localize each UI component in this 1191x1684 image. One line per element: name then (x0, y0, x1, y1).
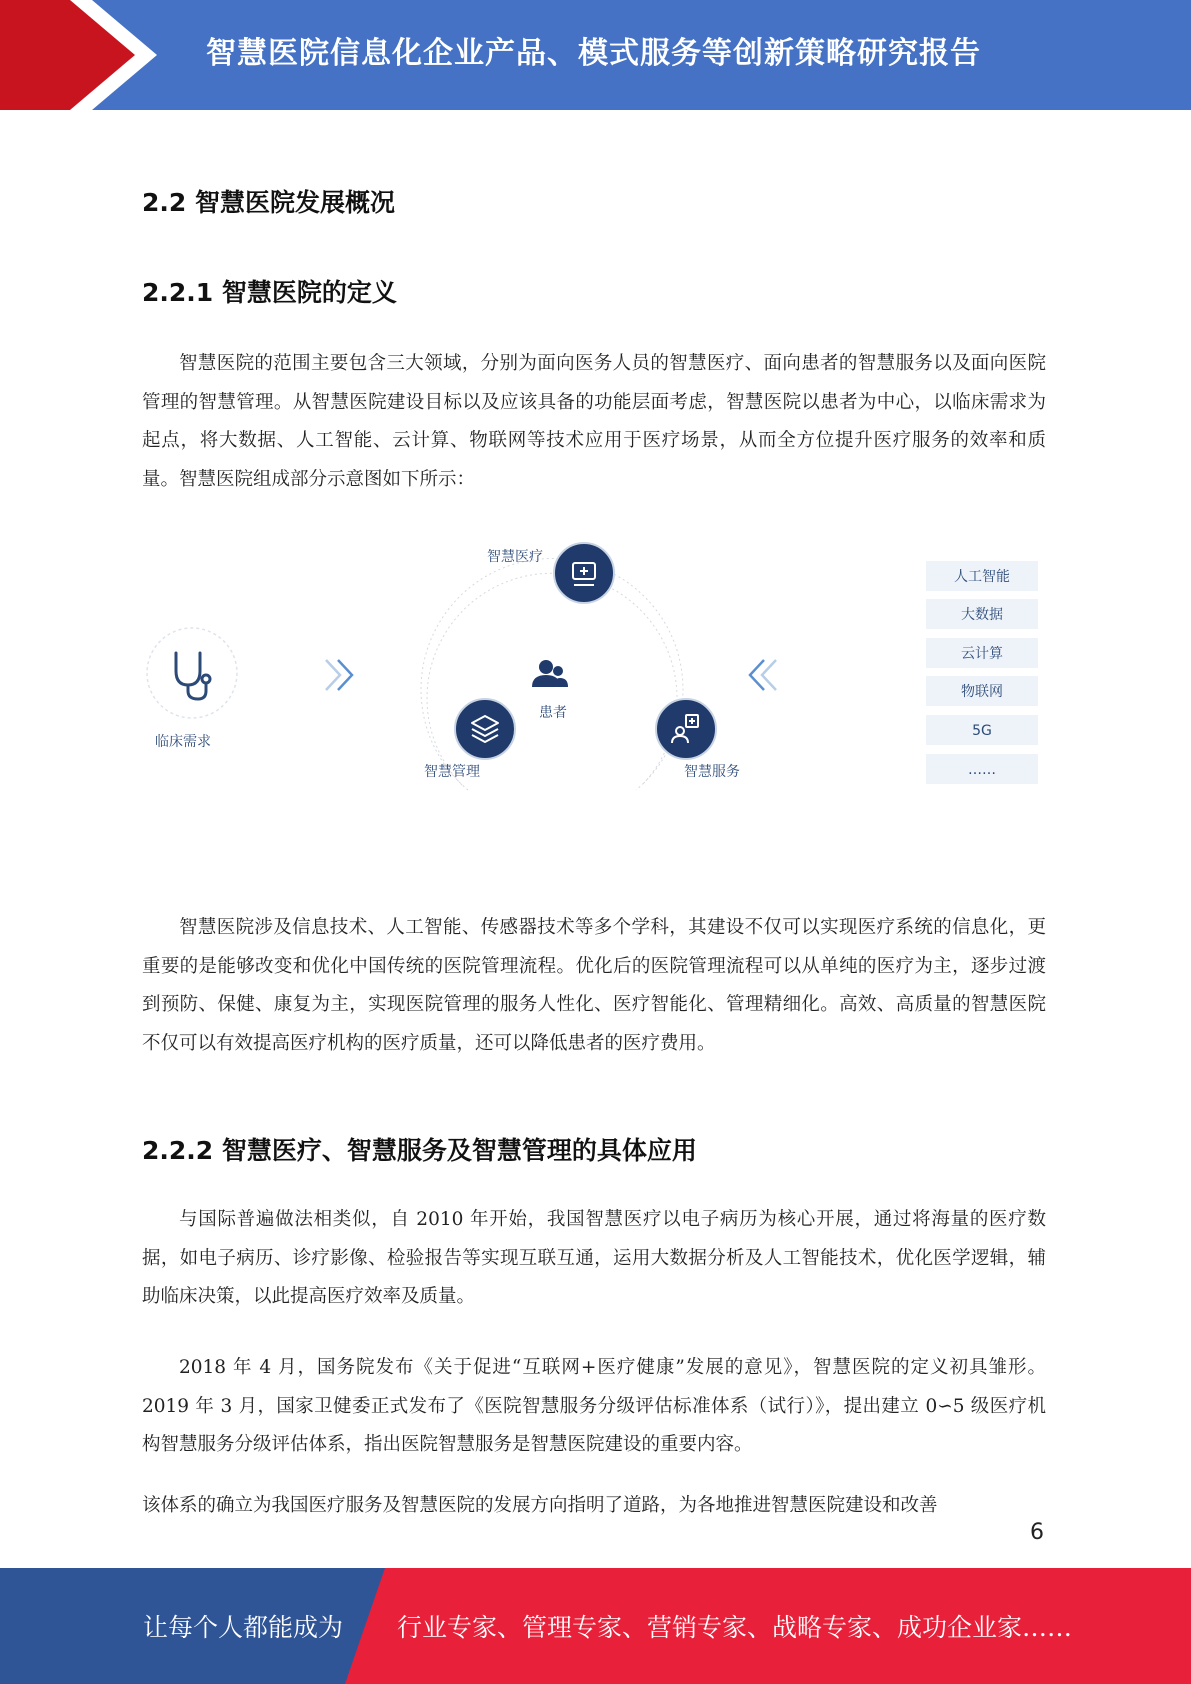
users-icon (532, 660, 568, 687)
paragraph-international: 与国际普遍做法相类似，自 2010 年开始，我国智慧医疗以电子病历为核心开展，通过将海量的医疗数据，如电子病历、诊疗影像、检验报告等实现互联互通，运用大数据分析及人工智能技术，优化医学逻辑，辅助临床决策，以此提高医疗效率及质量。 (142, 1209, 1046, 1307)
technology-list (926, 561, 1038, 784)
paragraph-disciplines: 智慧医院涉及信息技术、人工智能、传感器技术等多个学科，其建设不仅可以实现医疗系统的信息化，更重要的是能够改变和优化中国传统的医院管理流程。优化后的医院管理流程可以从单纯的医疗为主，逐步过渡到预防、保健、康复为主，实现医院管理的服务人性化、医疗智能化、管理精细化。高效、高质量的智慧医院不仅可以有效提高医疗机构的医疗质量，还可以降低患者的医疗费用。 (142, 917, 1046, 1054)
clinical-demand-label: 临床需求 (155, 734, 211, 750)
smart-management-node (424, 699, 515, 780)
smart-service-label: 智慧服务 (684, 764, 740, 780)
chevron-left-icon (750, 660, 776, 690)
clinical-demand-node (147, 628, 237, 750)
paragraph-definition: 智慧医院的范围主要包含三大领域，分别为面向医务人员的智慧医疗、面向患者的智慧服务以及面向医院管理的智慧管理。从智慧医院建设目标以及应该具备的功能层面考虑，智慧医院以患者为中心，以临床需求为起点，将大数据、人工智能、云计算、物联网等技术应用于医疗场景，从而全方位提升医疗服务的效率和质量。智慧医院组成部分示意图如下所示： (142, 353, 1046, 490)
footer-slogan-right: 行业专家、管理专家、营销专家、战略专家、成功企业家…… (397, 1613, 1073, 1642)
page-footer (0, 1568, 1191, 1684)
smart-management-label: 智慧管理 (424, 764, 480, 780)
page-header (0, 0, 1191, 110)
section-heading-2-2-2: 2.2.2 智慧医疗、智慧服务及智慧管理的具体应用 (142, 1136, 697, 1165)
patient-node (532, 660, 568, 721)
tech-item-5g: 5G (972, 723, 992, 739)
tech-item-more: …… (968, 762, 996, 778)
tech-item-ai: 人工智能 (954, 569, 1010, 585)
report-title: 智慧医院信息化企业产品、模式服务等创新策略研究报告 (206, 36, 981, 71)
triangle-arc (421, 558, 683, 790)
tech-item-cloud: 云计算 (961, 646, 1003, 662)
smart-service-node (656, 699, 740, 780)
tech-item-iot: 物联网 (961, 684, 1003, 700)
chevron-right-icon (326, 660, 352, 690)
page-number: 6 (1030, 1520, 1044, 1545)
smart-hospital-diagram (142, 525, 1050, 800)
footer-slogan-left: 让每个人都能成为 (143, 1613, 344, 1642)
patient-label: 患者 (539, 705, 567, 721)
paragraph-policy: 2018 年 4 月，国务院发布《关于促进“互联网+医疗健康”发展的意见》，智慧医院的定义初具雏形。2019 年 3 月，国家卫健委正式发布了《医院智慧服务分级评估标准体系（试行）》，提出建立 0∽5 级医疗机构智慧服务分级评估体系，指出医院智慧服务是智慧医院建设的重要内容。 (142, 1357, 1046, 1455)
smart-medical-label: 智慧医疗 (487, 549, 543, 565)
paragraph-continuation: 该体系的确立为我国医疗服务及智慧医院的发展方向指明了道路，为各地推进智慧医院建设和改善 (142, 1495, 938, 1516)
section-heading-2-2-1: 2.2.1 智慧医院的定义 (142, 278, 397, 307)
section-heading-2-2: 2.2 智慧医院发展概况 (142, 188, 395, 217)
tech-item-bigdata: 大数据 (961, 607, 1003, 623)
